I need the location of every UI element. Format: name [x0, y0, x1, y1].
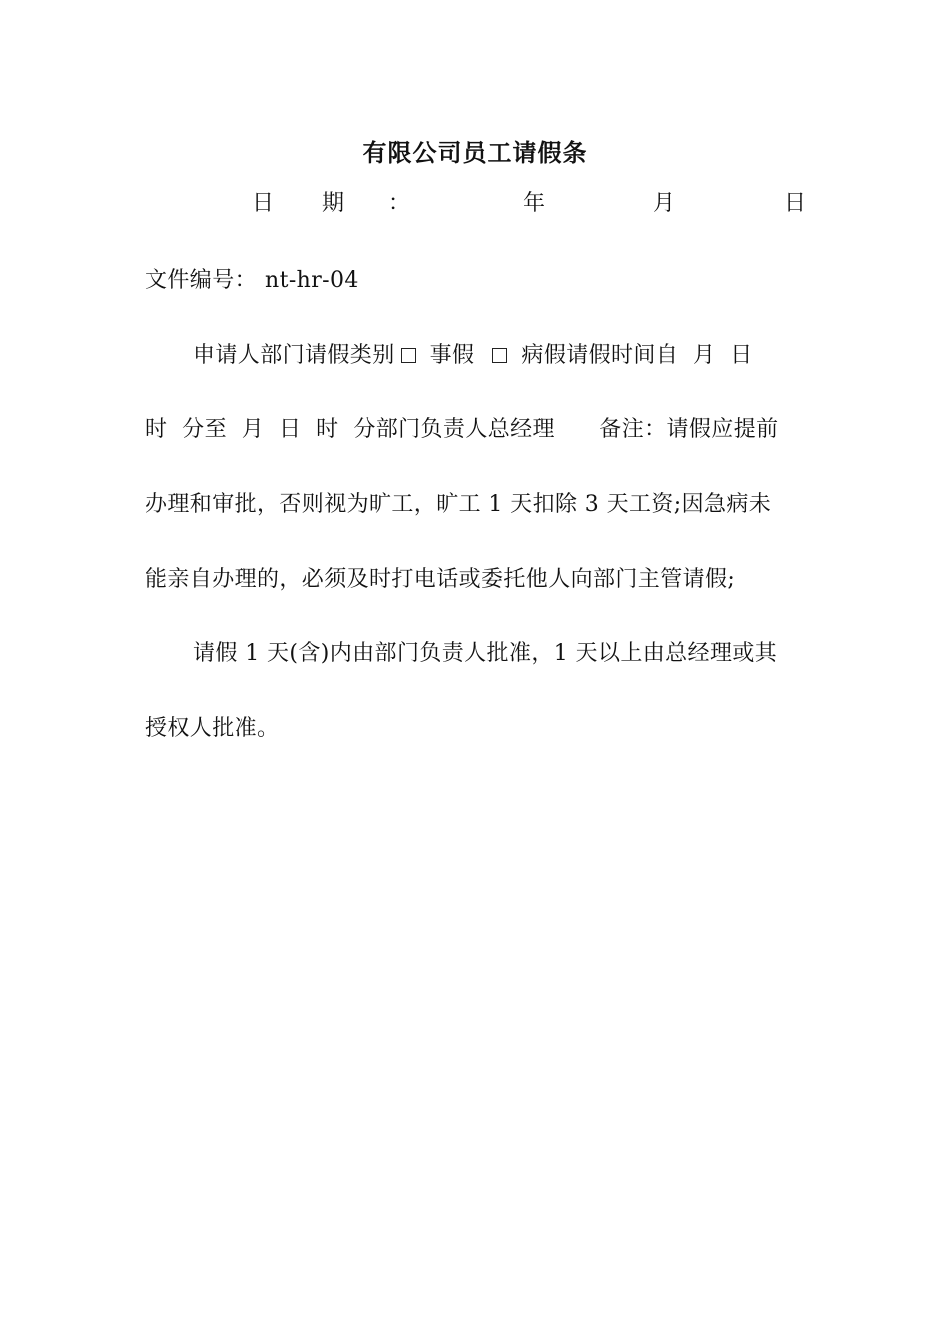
leave-type-line	[193, 338, 813, 369]
file-number-label: 文件编号：	[145, 268, 258, 293]
paragraph-line-2: 时 分至 月 日 时 分部门负责人总经理 备注：请假应提前	[145, 417, 779, 442]
date-month-label: 月	[653, 191, 676, 216]
paragraph-line-6: 授权人批准。	[145, 716, 280, 741]
file-number-line	[145, 263, 815, 294]
leave-type-prefix: 申请人部门请假类别	[193, 343, 395, 368]
date-label-char-2: 期	[322, 191, 345, 216]
document-title: 有限公司员工请假条	[362, 138, 588, 167]
date-line	[0, 186, 950, 216]
paragraph-line-3: 办理和审批，否则视为旷工，旷工 1 天扣除 3 天工资;因急病未	[145, 492, 772, 517]
personal-leave-label: 事假	[429, 343, 475, 368]
paragraph-line-4: 能亲自办理的，必须及时打电话或委托他人向部门主管请假;	[145, 567, 736, 592]
sick-leave-and-time-text: 病假请假时间自 月 日	[521, 343, 753, 368]
date-year-label: 年	[523, 191, 546, 216]
date-label-char-1: 日	[252, 191, 275, 216]
date-label-colon: ：	[388, 191, 411, 216]
sick-leave-checkbox[interactable]	[492, 348, 507, 363]
date-day-label: 日	[784, 191, 807, 216]
paragraph-line-5: 请假 1 天(含)内由部门负责人批准，1 天以上由总经理或其	[193, 641, 778, 666]
personal-leave-checkbox[interactable]	[401, 348, 416, 363]
file-number-value: nt-hr-04	[265, 268, 359, 293]
